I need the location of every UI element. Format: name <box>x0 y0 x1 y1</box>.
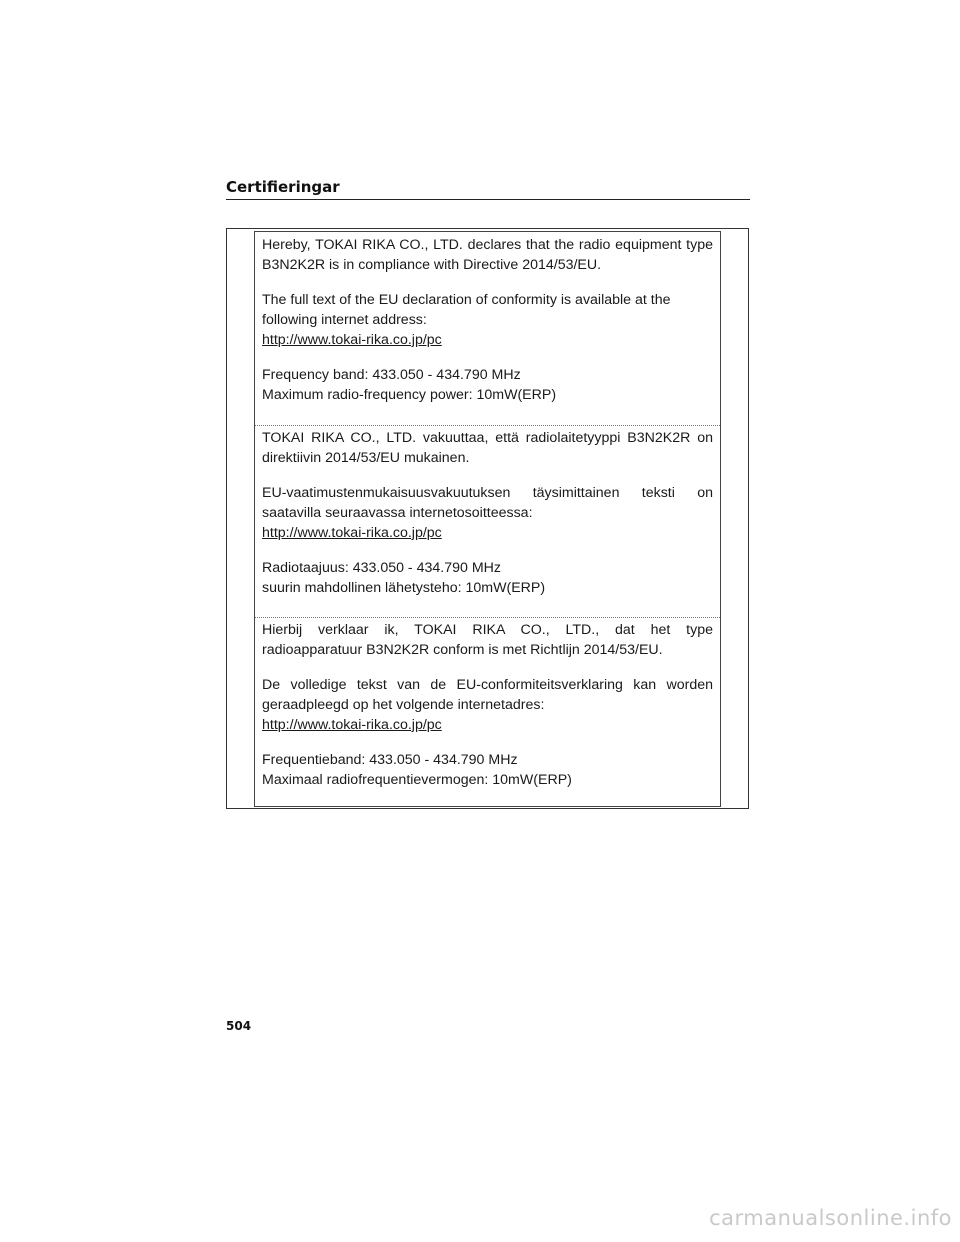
max-power-text: suurin mahdollinen lähetysteho: 10mW(ERP) <box>262 580 546 596</box>
page-number: 504 <box>226 1019 252 1033</box>
availability-line: De volledige tekst van de EU-conformiteitsverklaring kan worden <box>262 677 713 693</box>
frequency-band-text: Radiotaajuus: 433.050 - 434.790 MHz <box>262 560 501 576</box>
frequency-band-text: Frequency band: 433.050 - 434.790 MHz <box>262 367 521 383</box>
availability-line: following internet address: <box>262 312 427 328</box>
declaration-block-dutch <box>262 620 713 790</box>
declaration-line: direktiivin 2014/53/EU mukainen. <box>262 450 470 466</box>
page-section-title: Certifieringar <box>226 178 340 196</box>
declaration-url-link[interactable]: http://www.tokai-rika.co.jp/pc <box>262 717 442 733</box>
section-divider <box>255 425 720 426</box>
declaration-block-english <box>262 235 713 405</box>
site-watermark: carmanualsonline.info <box>709 1206 952 1230</box>
declaration-line: Hierbij verklaar ik, TOKAI RIKA CO., LTD., dat het type <box>262 622 713 638</box>
declaration-line: B3N2K2R is in compliance with Directive 2014/53/EU. <box>262 257 602 273</box>
declaration-line: radioapparatuur B3N2K2R conform is met Richtlijn 2014/53/EU. <box>262 642 663 658</box>
declaration-line: TOKAI RIKA CO., LTD. vakuuttaa, että radiolaitetyyppi B3N2K2R on <box>262 430 713 446</box>
availability-line: The full text of the EU declaration of conformity is available at the <box>262 292 671 308</box>
max-power-text: Maximum radio-frequency power: 10mW(ERP) <box>262 387 557 403</box>
title-divider <box>226 199 750 200</box>
frequency-band-text: Frequentieband: 433.050 - 434.790 MHz <box>262 752 518 768</box>
availability-line: geraadpleegd op het volgende internetadres: <box>262 697 545 713</box>
max-power-text: Maximaal radiofrequentievermogen: 10mW(ERP) <box>262 772 572 788</box>
declaration-line: Hereby, TOKAI RIKA CO., LTD. declares that the radio equipment type <box>262 237 713 253</box>
availability-line: saatavilla seuraavassa internetosoitteessa: <box>262 505 533 521</box>
declaration-block-finnish <box>262 428 713 598</box>
section-divider <box>255 617 720 618</box>
certification-declarations-box <box>254 231 721 807</box>
declaration-url-link[interactable]: http://www.tokai-rika.co.jp/pc <box>262 525 442 541</box>
availability-line: EU-vaatimustenmukaisuusvakuutuksen täysimittainen teksti on <box>262 485 713 501</box>
declaration-url-link[interactable]: http://www.tokai-rika.co.jp/pc <box>262 332 442 348</box>
